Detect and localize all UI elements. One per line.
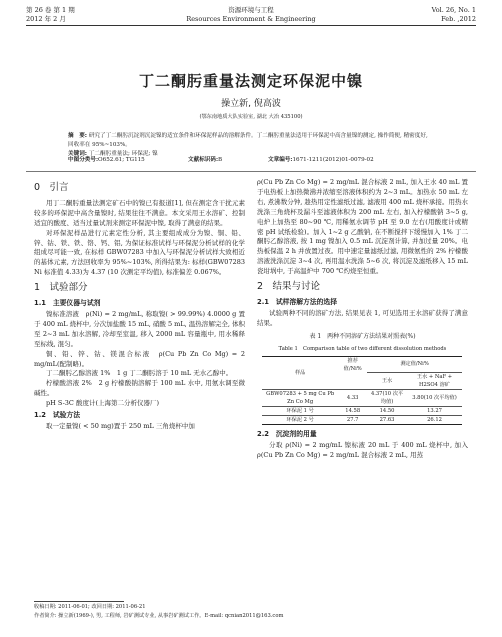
keywords-label: 关键词: [68, 151, 88, 157]
paper-title: 丁二酮肟重量法测定环保泥中镍 [138, 72, 363, 90]
instrument-text: pH S-3C 酸度计(上海第二分析仪器厂) [46, 399, 160, 408]
author-bio: 作者简介: 操立新(1969-), 男, 工程师, 岩矿测试专业, 从事岩矿测试工作。E-mail: qcnian2011@163.com [34, 613, 284, 619]
section-results-heading: 2 结果与讨论 [257, 281, 321, 293]
subsection-1-2-heading: 1.2 试验方法 [34, 411, 81, 420]
table-cell: 14.50 [379, 408, 395, 415]
method-text: 取一定量镍( < 50 mg)置于 250 mL 三角烧杯中加 [46, 421, 195, 430]
table-cell: 27.7 [346, 417, 359, 424]
table-row [262, 390, 462, 407]
comparison-table [262, 356, 462, 426]
col-sample: 样品 [262, 356, 338, 390]
table-cell: 27.63 [379, 417, 395, 424]
table-cell: 14.58 [345, 408, 361, 415]
authors: 操立新, 倪高波 [221, 99, 281, 109]
doc-code: B [218, 157, 223, 163]
table-cell: GBW07283 + 5 mg Cu Pb Zn Co Mg [266, 391, 335, 406]
table-row [262, 416, 462, 425]
col-method-2: 王水 + NaF + H2SO4 溶矿 [407, 373, 462, 390]
journal-name-cn: 资源环境与工程 [228, 6, 274, 14]
clc-number: O652.61; TG115 [98, 157, 145, 163]
abstract-text: 研究了丁二酮肟沉淀剂沉淀镍的适宜条件和环保泥样品的溶解条件。丁二酮肟重量法适用于环保泥中高含量镍的测定, 操作简便, 精密度好, 回收率在 95%~103%。 [68, 133, 428, 148]
subsection-1-1-heading: 1.1 主要仪器与试剂 [34, 299, 101, 308]
col-recommended: 推荐值/Ni% [343, 357, 362, 372]
clc-label: 中图分类号: [68, 157, 99, 163]
dissolution-text: 试验两种不同的溶矿方法, 结果见表 1, 可见选用王水溶矿获得了满意结果。 [257, 308, 468, 327]
table-cell: 13.27 [427, 408, 442, 415]
footnote-divider [34, 601, 124, 602]
dmg-solution-text: 丁二酮肟乙醇溶液 1% 1 g 丁二酮肟溶于 10 mL 无水乙醇中。 [46, 369, 233, 378]
section-intro-heading: 0 引言 [34, 182, 69, 193]
header-center [26, 6, 476, 24]
section-experiment-heading: 1 试验部分 [34, 282, 88, 294]
table-caption-en: Table 1 Comparison table of two different dissolution methods [278, 345, 447, 352]
left-column [34, 178, 245, 432]
article-id: 1671-1211(2012)01-0079-02 [292, 157, 374, 163]
header-right [432, 6, 476, 24]
received-date: 收稿日期: 2011-06-01; 改回日期: 2011-06-21 [34, 604, 146, 610]
table-cell: 3.80(10 次平均值) [412, 395, 457, 402]
footnote [34, 603, 476, 621]
method-continued-text: ρ(Cu Pb Zn Co Mg) = 2 mg/mL 混合标液 2 mL, 加入王水 40 mL 置于电热板上加热微沸并浓缩至溶液体积约为 2~3 mL。加热水 50 mL 左右, 煮沸数分钟, 趁热用定性滤纸过滤, 滤液用 400 mL 烧杯承接。用热水洗涤三角烧杯及漏斗至滤液体积为 200 mL 左右, 加入柠檬酸钠 3~5 g, 电炉上加热至 80~90 ℃, 用稀氨水调节 pH 至 9.0 左右(用酸度计或精密 pH 试纸检验)。加入 1~2 g 乙酸钠, 在不断搅拌下缓慢加入 1% 丁二酮肟乙醇溶液, 按 1 mg 镍加入 0.5 mL 沉淀剂计算, 并加过量 20%。电热板保温 2 h 并放置过夜。用中速定量滤纸过滤, 用微氨性的 2% 柠檬酸溶液洗涤沉淀 3~4 次, 再用温水洗涤 5~6 次, 将沉淀及滤纸移入 15 mL 瓷坩埚中, 于高温炉中 700 ℃灼烧至恒重。 [257, 178, 468, 276]
table-row [262, 407, 462, 416]
table-cell: 环保泥 1 号 [286, 408, 314, 415]
volume-en: Vol. 26, No. 1 [431, 6, 476, 14]
subsection-2-1-heading: 2.1 试样溶解方法的选择 [257, 297, 338, 306]
intro-paragraph-1: 用丁二酮肟重量法测定矿石中的镍已有报道[1], 但在测定含干扰元素较多的环保泥中高含量镍时, 结果往往不满意。本文采用王水溶矿、控制适宜的酸度、适当过量试剂来测定环保泥中镍, 取得了满意的结果。 [34, 198, 245, 227]
table-cell: 26.12 [427, 417, 442, 424]
right-column [257, 178, 468, 461]
subsection-2-2-heading: 2.2 沉淀剂的用量 [257, 430, 317, 439]
date-en: Feb. ,2012 [441, 15, 476, 23]
col-method-1: 王水 [367, 373, 407, 390]
article-id-label: 文章编号: [268, 157, 293, 163]
keywords: 丁二酮肟重量法; 环保泥; 镍 [88, 151, 158, 157]
table-cell: 环保泥 2 号 [286, 417, 314, 424]
table-cell: 4.37(10 次平均值) [370, 391, 404, 406]
affiliation: (鄂东南地质大队实验室, 湖北 大冶 435100) [199, 114, 303, 120]
col-measured: 测定值/Ni% [367, 356, 462, 373]
abstract-label: 摘 要: [68, 133, 88, 139]
precipitant-text: 分取 ρ(Ni) = 2 mg/mL 镍标液 20 mL 于 400 mL 烧杯中, 加入 ρ(Cu Pb Zn Co Mg) = 2 mg/mL 混合标液 2 mL, 用蒸 [257, 441, 468, 459]
ni-standard-text: 镍标准溶液 ρ(Ni) = 2 mg/mL, 称取镍( > 99.99%) 4.0000 g 置于 400 mL 烧杯中, 分次加盐酸 15 mL, 硝酸 5 mL, 温热溶解完全, 体积至 2~3 mL 加水溶解, 冷却至室温, 移入 2000 mL 容量瓶中, 用水稀释至标线, 混匀。 [34, 309, 245, 348]
doc-code-label: 文献标识码: [188, 157, 219, 163]
journal-name-en: Resources Environment & Engineering [186, 15, 316, 23]
intro-paragraph-2: 对环保泥样品进行元素定性分析, 其主要组成成分为镍、铜、铅、锌、钴、铁、铁、铬、钙、铝, 为保证标准试样与环保泥分析试样的化学组成尽可能一致, 在标样 GBW07283 中加入与环保泥分析试样大致相近的基体元素, 方法回收率为 95%~103%, 所得结果为: 标样(GBW07283 Ni 标准值 4.33)为 4.37 (10 次测定平均值), 标准偏差 0.067%。 [34, 228, 245, 277]
mixed-standard-text: 铜、铅、锌、钴、镁混合标液 ρ(Cu Pb Zn Co Mg) = 2 mg/mL(配制略)。 [34, 349, 245, 368]
abstract-divider [26, 171, 476, 172]
citrate-solution-text: 柠檬酸溶液 2% 2 g 柠檬酸钠溶解于 100 mL 水中, 用氨水调至微碱性。 [34, 379, 245, 398]
table-caption: 表 1 两种不同溶矿方法结果对照表(%) [309, 332, 416, 340]
table-cell: 4.33 [346, 395, 359, 402]
issue: 第 26 卷 第 1 期 [26, 6, 75, 14]
issue-date: 2012 年 2 月 [26, 15, 66, 23]
header-divider [26, 25, 476, 26]
